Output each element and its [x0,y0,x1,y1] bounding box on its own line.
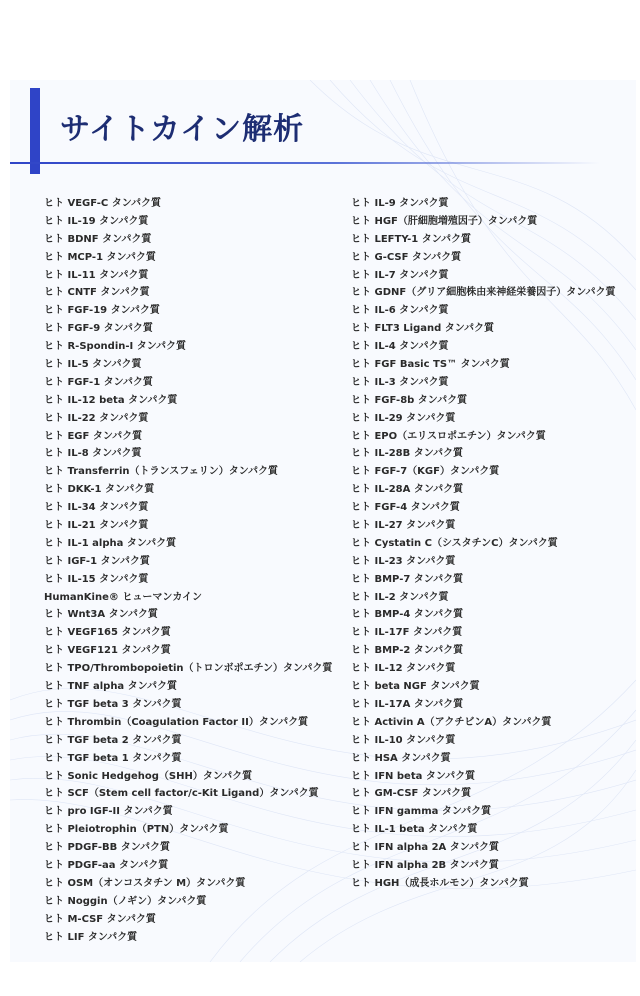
list-item: ヒト IFN alpha 2B タンパク質 [351,859,499,871]
list-item: ヒト IFN alpha 2A タンパク質 [351,842,500,854]
list-item: ヒト IL-34 タンパク質 [44,502,149,514]
list-item: ヒト DKK-1 タンパク質 [44,484,155,496]
list-item: ヒト MCP-1 タンパク質 [44,251,156,263]
list-item: ヒト Noggin（ノギン）タンパク質 [44,895,207,907]
list-item: ヒト VEGF165 タンパク質 [44,627,171,639]
list-item: ヒト IL-11 タンパク質 [44,269,149,281]
list-item: ヒト SCF（Stem cell factor/c-Kit Ligand）タンパク質 [44,788,319,800]
content-card [10,80,636,962]
list-item: ヒト IL-2 タンパク質 [351,591,449,603]
list-item: ヒト GDNF（グリア細胞株由来神経栄養因子）タンパク質 [351,287,616,299]
list-item: ヒト IL-15 タンパク質 [44,573,149,585]
list-item: ヒト FLT3 Ligand タンパク質 [351,323,495,335]
right-product-list [351,195,636,893]
list-item: ヒト IL-4 タンパク質 [351,341,449,353]
list-item: ヒト Transferrin（トランスフェリン）タンパク質 [44,466,278,478]
list-item: ヒト HGH（成長ホルモン）タンパク質 [351,877,529,889]
list-item: ヒト IL-5 タンパク質 [44,359,142,371]
page-title: サイトカイン解析 [60,112,305,147]
list-item: ヒト IL-21 タンパク質 [44,520,149,532]
list-item: ヒト EPO（エリスロポエチン）タンパク質 [351,430,546,442]
list-item: ヒト BDNF タンパク質 [44,233,152,245]
list-item: ヒト IL-17A タンパク質 [351,698,464,710]
list-item: ヒト IL-6 タンパク質 [351,305,449,317]
list-item: ヒト IFN gamma タンパク質 [351,806,492,818]
list-item: ヒト G-CSF タンパク質 [351,251,462,263]
list-item: ヒト PDGF-aa タンパク質 [44,859,169,871]
list-item: ヒト CNTF タンパク質 [44,287,150,299]
list-item: ヒト IL-17F タンパク質 [351,627,463,639]
list-item: ヒト Wnt3A タンパク質 [44,609,158,621]
list-item: ヒト FGF-9 タンパク質 [44,323,153,335]
list-item: ヒト TPO/Thrombopoietin（トロンボポエチン）タンパク質 [44,663,333,675]
list-item: ヒト IL-22 タンパク質 [44,412,149,424]
list-item: ヒト IGF-1 タンパク質 [44,555,150,567]
list-item: ヒト PDGF-BB タンパク質 [44,842,171,854]
list-item: ヒト IL-8 タンパク質 [44,448,142,460]
list-item: ヒト FGF-19 タンパク質 [44,305,160,317]
left-product-list [44,195,344,946]
list-item: ヒト FGF Basic TS™ タンパク質 [351,359,510,371]
list-item: ヒト LEFTY-1 タンパク質 [351,233,471,245]
list-item: ヒト TGF beta 3 タンパク質 [44,698,182,710]
title-underline [10,162,600,164]
list-item: ヒト FGF-8b タンパク質 [351,394,468,406]
list-item: ヒト IL-3 タンパク質 [351,376,449,388]
list-item: ヒト Cystatin C（シスタチンC）タンパク質 [351,537,558,549]
list-item: ヒト VEGF121 タンパク質 [44,645,171,657]
list-item: ヒト IL-12 beta タンパク質 [44,394,178,406]
list-item: ヒト IL-1 beta タンパク質 [351,824,478,836]
list-item: ヒト IL-1 alpha タンパク質 [44,537,177,549]
list-item: ヒト IL-28A タンパク質 [351,484,464,496]
list-item: ヒト IL-23 タンパク質 [351,555,456,567]
list-item: ヒト pro IGF-II タンパク質 [44,806,173,818]
list-item: ヒト LIF タンパク質 [44,931,138,943]
list-item: ヒト IL-10 タンパク質 [351,734,456,746]
list-item: ヒト M-CSF タンパク質 [44,913,156,925]
list-item: ヒト TNF alpha タンパク質 [44,681,177,693]
list-item: ヒト VEGF-C タンパク質 [44,198,162,209]
list-item: ヒト IL-29 タンパク質 [351,412,456,424]
list-item: ヒト BMP-4 タンパク質 [351,609,464,621]
list-item: ヒト R-Spondin-I タンパク質 [44,341,187,353]
list-item: ヒト Thrombin（Coagulation Factor II）タンパク質 [44,716,309,728]
list-item: ヒト HGF（肝細胞増殖因子）タンパク質 [351,215,538,227]
list-item: ヒト IL-12 タンパク質 [351,663,456,675]
list-item: ヒト OSM（オンコスタチン M）タンパク質 [44,877,246,889]
list-item: ヒト FGF-1 タンパク質 [44,376,153,388]
list-item: HumanKine® ヒューマンカイン [44,591,203,603]
list-item: ヒト TGF beta 2 タンパク質 [44,734,182,746]
list-item: ヒト GM-CSF タンパク質 [351,788,472,800]
list-item: ヒト FGF-4 タンパク質 [351,502,460,514]
list-item: ヒト FGF-7（KGF）タンパク質 [351,466,500,478]
list-item: ヒト BMP-2 タンパク質 [351,645,464,657]
list-item: ヒト Sonic Hedgehog（SHH）タンパク質 [44,770,253,782]
list-item: ヒト IL-19 タンパク質 [44,215,149,227]
list-item: ヒト IL-27 タンパク質 [351,520,456,532]
list-item: ヒト EGF タンパク質 [44,430,143,442]
list-item: ヒト Pleiotrophin（PTN）タンパク質 [44,824,229,836]
list-item: ヒト IL-9 タンパク質 [351,198,449,209]
list-item: ヒト IL-28B タンパク質 [351,448,464,460]
list-item: ヒト beta NGF タンパク質 [351,681,480,693]
list-item: ヒト IFN beta タンパク質 [351,770,476,782]
list-item: ヒト Activin A（アクチビンA）タンパク質 [351,716,552,728]
list-item: ヒト HSA タンパク質 [351,752,451,764]
list-item: ヒト BMP-7 タンパク質 [351,573,464,585]
list-item: ヒト TGF beta 1 タンパク質 [44,752,182,764]
list-item: ヒト IL-7 タンパク質 [351,269,449,281]
